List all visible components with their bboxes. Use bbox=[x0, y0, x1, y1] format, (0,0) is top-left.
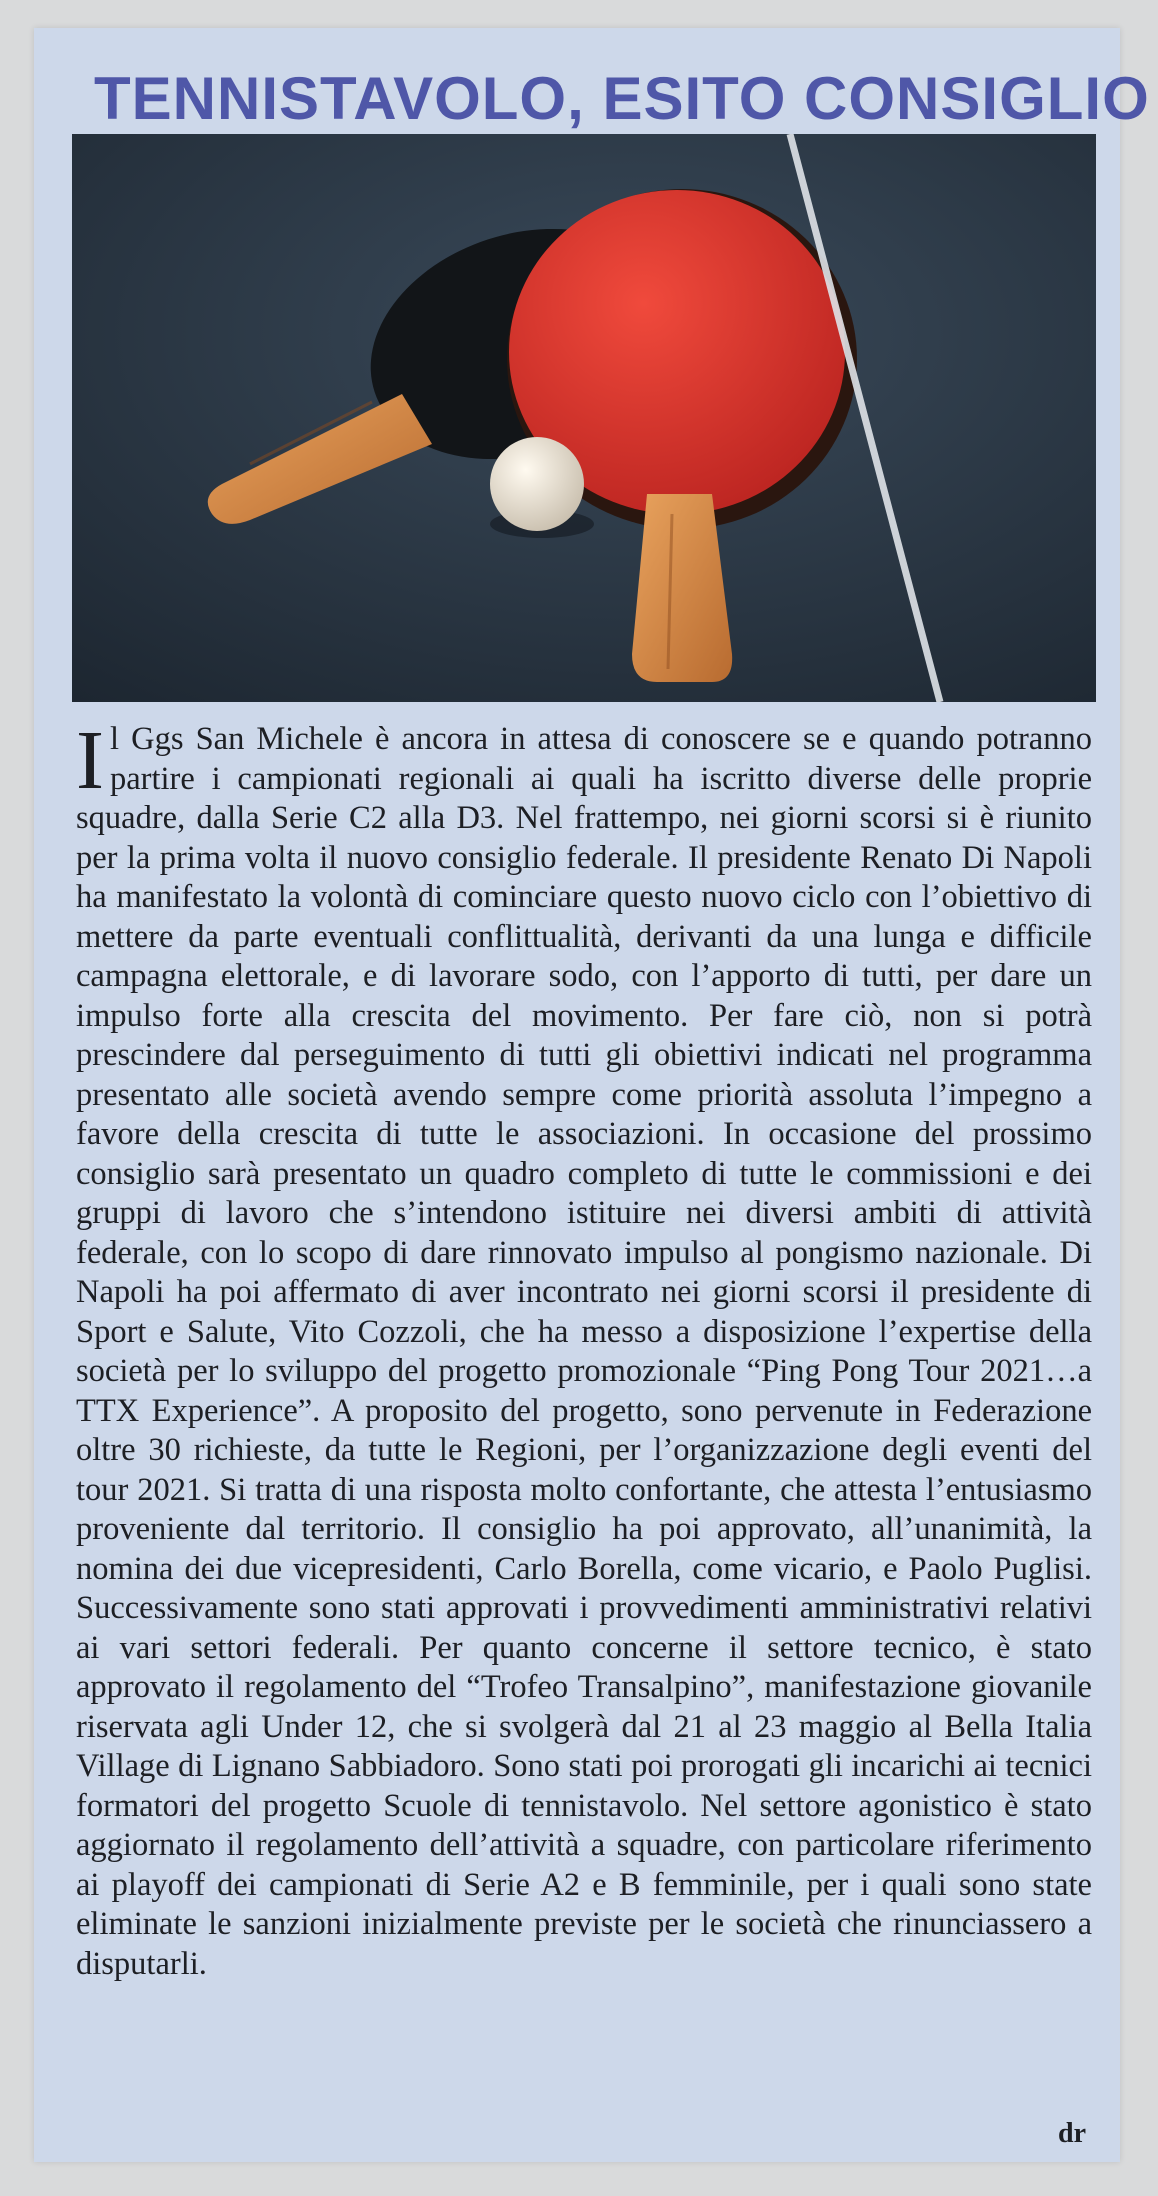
newspaper-clipping bbox=[34, 28, 1150, 2162]
article-photo bbox=[72, 134, 1096, 702]
author-byline: dr bbox=[1058, 2118, 1086, 2149]
drop-cap: I bbox=[76, 714, 104, 807]
ping-pong-paddles-illustration bbox=[72, 134, 1096, 702]
article-body bbox=[76, 714, 1092, 1984]
article-body-text: l Ggs San Michele è ancora in attesa di conoscere se e quando potranno partire i campionati regionali ai quali ha iscritto diverse delle proprie squadre, dalla Serie C2 alla D3. Nel frattempo, nei giorni scorsi si è riunito per la prima volta il nuovo consiglio federale. Il presidente Renato Di Napoli ha manifestato la volontà di cominciare questo nuovo ciclo con l’obiettivo di mettere da parte eventuali conflittualità, derivanti da una lunga e difficile campagna elettorale, e di lavorare sodo, con l’apporto di tutti, per dare un impulso forte alla crescita del movimento. Per fare ciò, non si potrà prescindere dal perseguimento di tutti gli obiettivi indicati nel programma presentato alle società avendo sempre come priorità assoluta l’impegno a favore della crescita di tutte le associazioni. In occasione del prossimo consiglio sarà presentato un quadro completo di tutte le commissioni e dei gruppi di lavoro che s’intendono istituire nei diversi ambiti di attività federale, con lo scopo di dare rinnovato impulso al pongismo nazionale. Di Napoli ha poi affermato di aver incontrato nei giorni scorsi il presidente di Sport e Salute, Vito Cozzoli, che ha messo a disposizione l’expertise della società per lo sviluppo del progetto promozionale “Ping Pong Tour 2021…a TTX Experience”. A proposito del progetto, sono pervenute in Federazione oltre 30 richieste, da tutte le Regioni, per l’organizzazione degli eventi del tour 2021. Si tratta di una risposta molto confortante, che attesta l’entusiasmo proveniente dal territorio. Il consiglio ha poi approvato, all’unanimità, la nomina dei due vicepresidenti, Carlo Borella, come vicario, e Paolo Puglisi. Successivamente sono stati approvati i provvedimenti amministrativi relativi ai vari settori federali. Per quanto concerne il settore tecnico, è stato approvato il regolamento del “Trofeo Transalpino”, manifestazione giovanile riservata agli Under 12, che si svolgerà dal 21 al 23 maggio al Bella Italia Village di Lignano Sabbiadoro. Sono stati poi prorogati gli incarichi ai tecnici formatori del progetto Scuole di tennistavolo. Nel settore agonistico è stato aggiornato il regolamento dell’attività a squadre, con particolare riferimento ai playoff dei campionati di Serie A2 e B femminile, per i quali sono state eliminate le sanzioni inizialmente previste per le società che rinunciassero a disputarli. bbox=[76, 721, 1092, 1982]
article-headline: TENNISTAVOLO, ESITO CONSIGLIO bbox=[94, 65, 1150, 132]
